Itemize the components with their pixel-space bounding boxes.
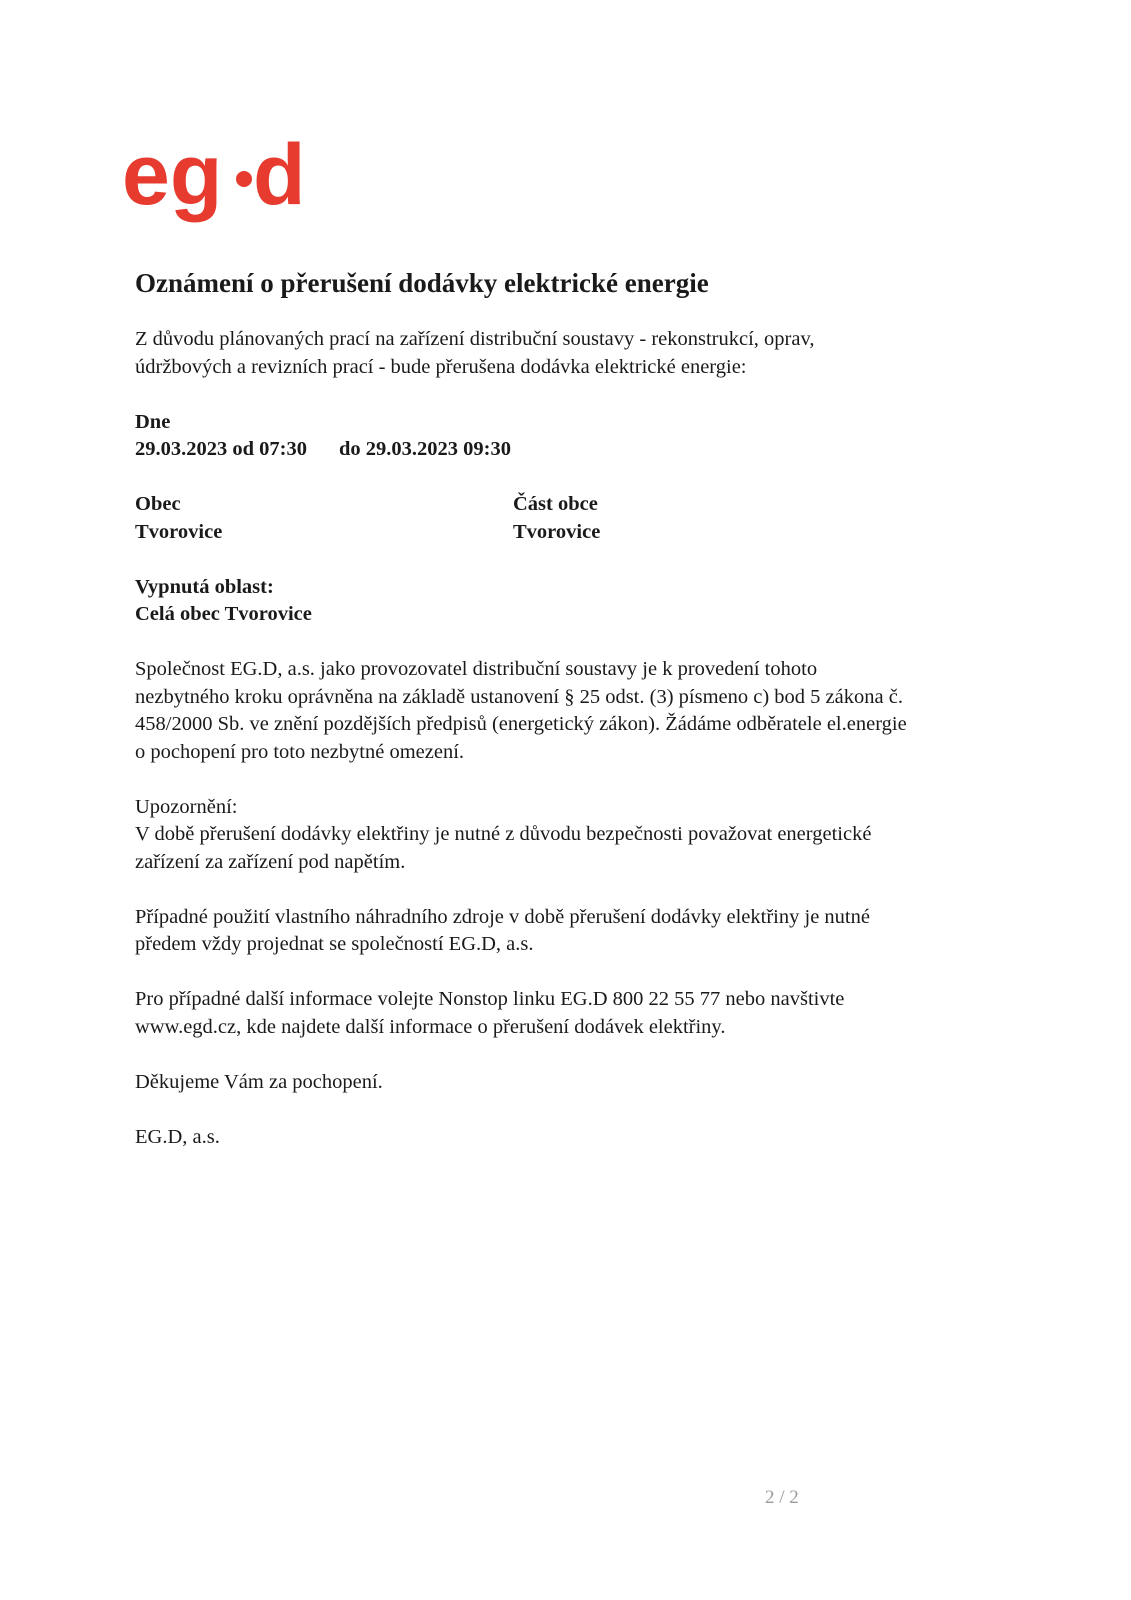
legal-paragraph bbox=[135, 656, 1015, 766]
logo-letter-d: d bbox=[253, 132, 306, 223]
intro-line: údržbových a revizních prací - bude přerušena dodávka elektrické energie: bbox=[135, 355, 747, 378]
legal-line: Společnost EG.D, a.s. jako provozovatel distribuční soustavy je k provedení tohoto bbox=[135, 658, 818, 680]
document-body bbox=[135, 266, 1015, 1179]
legal-line: nezbytného kroku oprávněna na základě ustanovení § 25 odst. (3) písmeno c) bod 5 zákona č. bbox=[135, 685, 903, 708]
day-label: Dne bbox=[135, 410, 171, 433]
schedule-section bbox=[135, 409, 1015, 464]
backup-line: Případné použití vlastního náhradního zdroje v době přerušení dodávky elektřiny je nutné bbox=[135, 905, 870, 928]
signature-paragraph bbox=[135, 1124, 1015, 1152]
backup-line: předem vždy projednat se společností EG.D, a.s. bbox=[135, 933, 534, 955]
municipality-column bbox=[135, 491, 513, 546]
contact-line: www.egd.cz, kde najdete další informace o přerušení dodávek elektřiny. bbox=[135, 1015, 726, 1038]
municipality-part-label: Část obce bbox=[513, 493, 598, 515]
egd-logo bbox=[122, 132, 322, 232]
outage-period bbox=[135, 436, 1015, 464]
municipality-value: Tvorovice bbox=[135, 520, 223, 543]
thanks-text: Děkujeme Vám za pochopení. bbox=[135, 1070, 383, 1093]
logo-letters-eg: eg bbox=[122, 132, 223, 223]
thanks-paragraph bbox=[135, 1069, 1015, 1097]
signature-text: EG.D, a.s. bbox=[135, 1125, 220, 1148]
egd-logo-mark bbox=[122, 132, 322, 232]
page-number: 2 / 2 bbox=[765, 1487, 799, 1508]
outage-to: do 29.03.2023 09:30 bbox=[338, 438, 511, 460]
intro-paragraph bbox=[135, 326, 1015, 381]
contact-paragraph bbox=[135, 986, 1015, 1041]
backup-source-paragraph bbox=[135, 904, 1015, 959]
municipality-part-value: Tvorovice bbox=[513, 520, 601, 543]
intro-line: Z důvodu plánovaných prací na zařízení distribuční soustavy - rekonstrukcí, oprav, bbox=[135, 328, 815, 350]
legal-line: 458/2000 Sb. ve znění pozdějších předpisů (energetický zákon). Žádáme odběratele el.energie bbox=[135, 713, 907, 735]
logo-dot bbox=[236, 171, 252, 187]
warning-line: V době přerušení dodávky elektřiny je nutné z důvodu bezpečnosti považovat energetické bbox=[135, 823, 872, 845]
contact-line: Pro případné další informace volejte Nonstop linku EG.D 800 22 55 77 nebo navštivte bbox=[135, 988, 845, 1010]
warning-line: zařízení za zařízení pod napětím. bbox=[135, 850, 406, 873]
outage-from: 29.03.2023 od 07:30 bbox=[135, 438, 307, 460]
warning-paragraph bbox=[135, 794, 1015, 877]
warning-label: Upozornění: bbox=[135, 795, 238, 818]
municipality-label: Obec bbox=[135, 493, 181, 515]
affected-area-value: Celá obec Tvorovice bbox=[135, 603, 312, 625]
document-title: Oznámení o přerušení dodávky elektrické energie bbox=[135, 268, 709, 298]
legal-line: o pochopení pro toto nezbytné omezení. bbox=[135, 740, 465, 763]
municipality-part-column bbox=[513, 491, 913, 546]
affected-area-section bbox=[135, 574, 1015, 629]
location-section bbox=[135, 491, 1015, 546]
affected-area-label: Vypnutá oblast: bbox=[135, 575, 274, 598]
